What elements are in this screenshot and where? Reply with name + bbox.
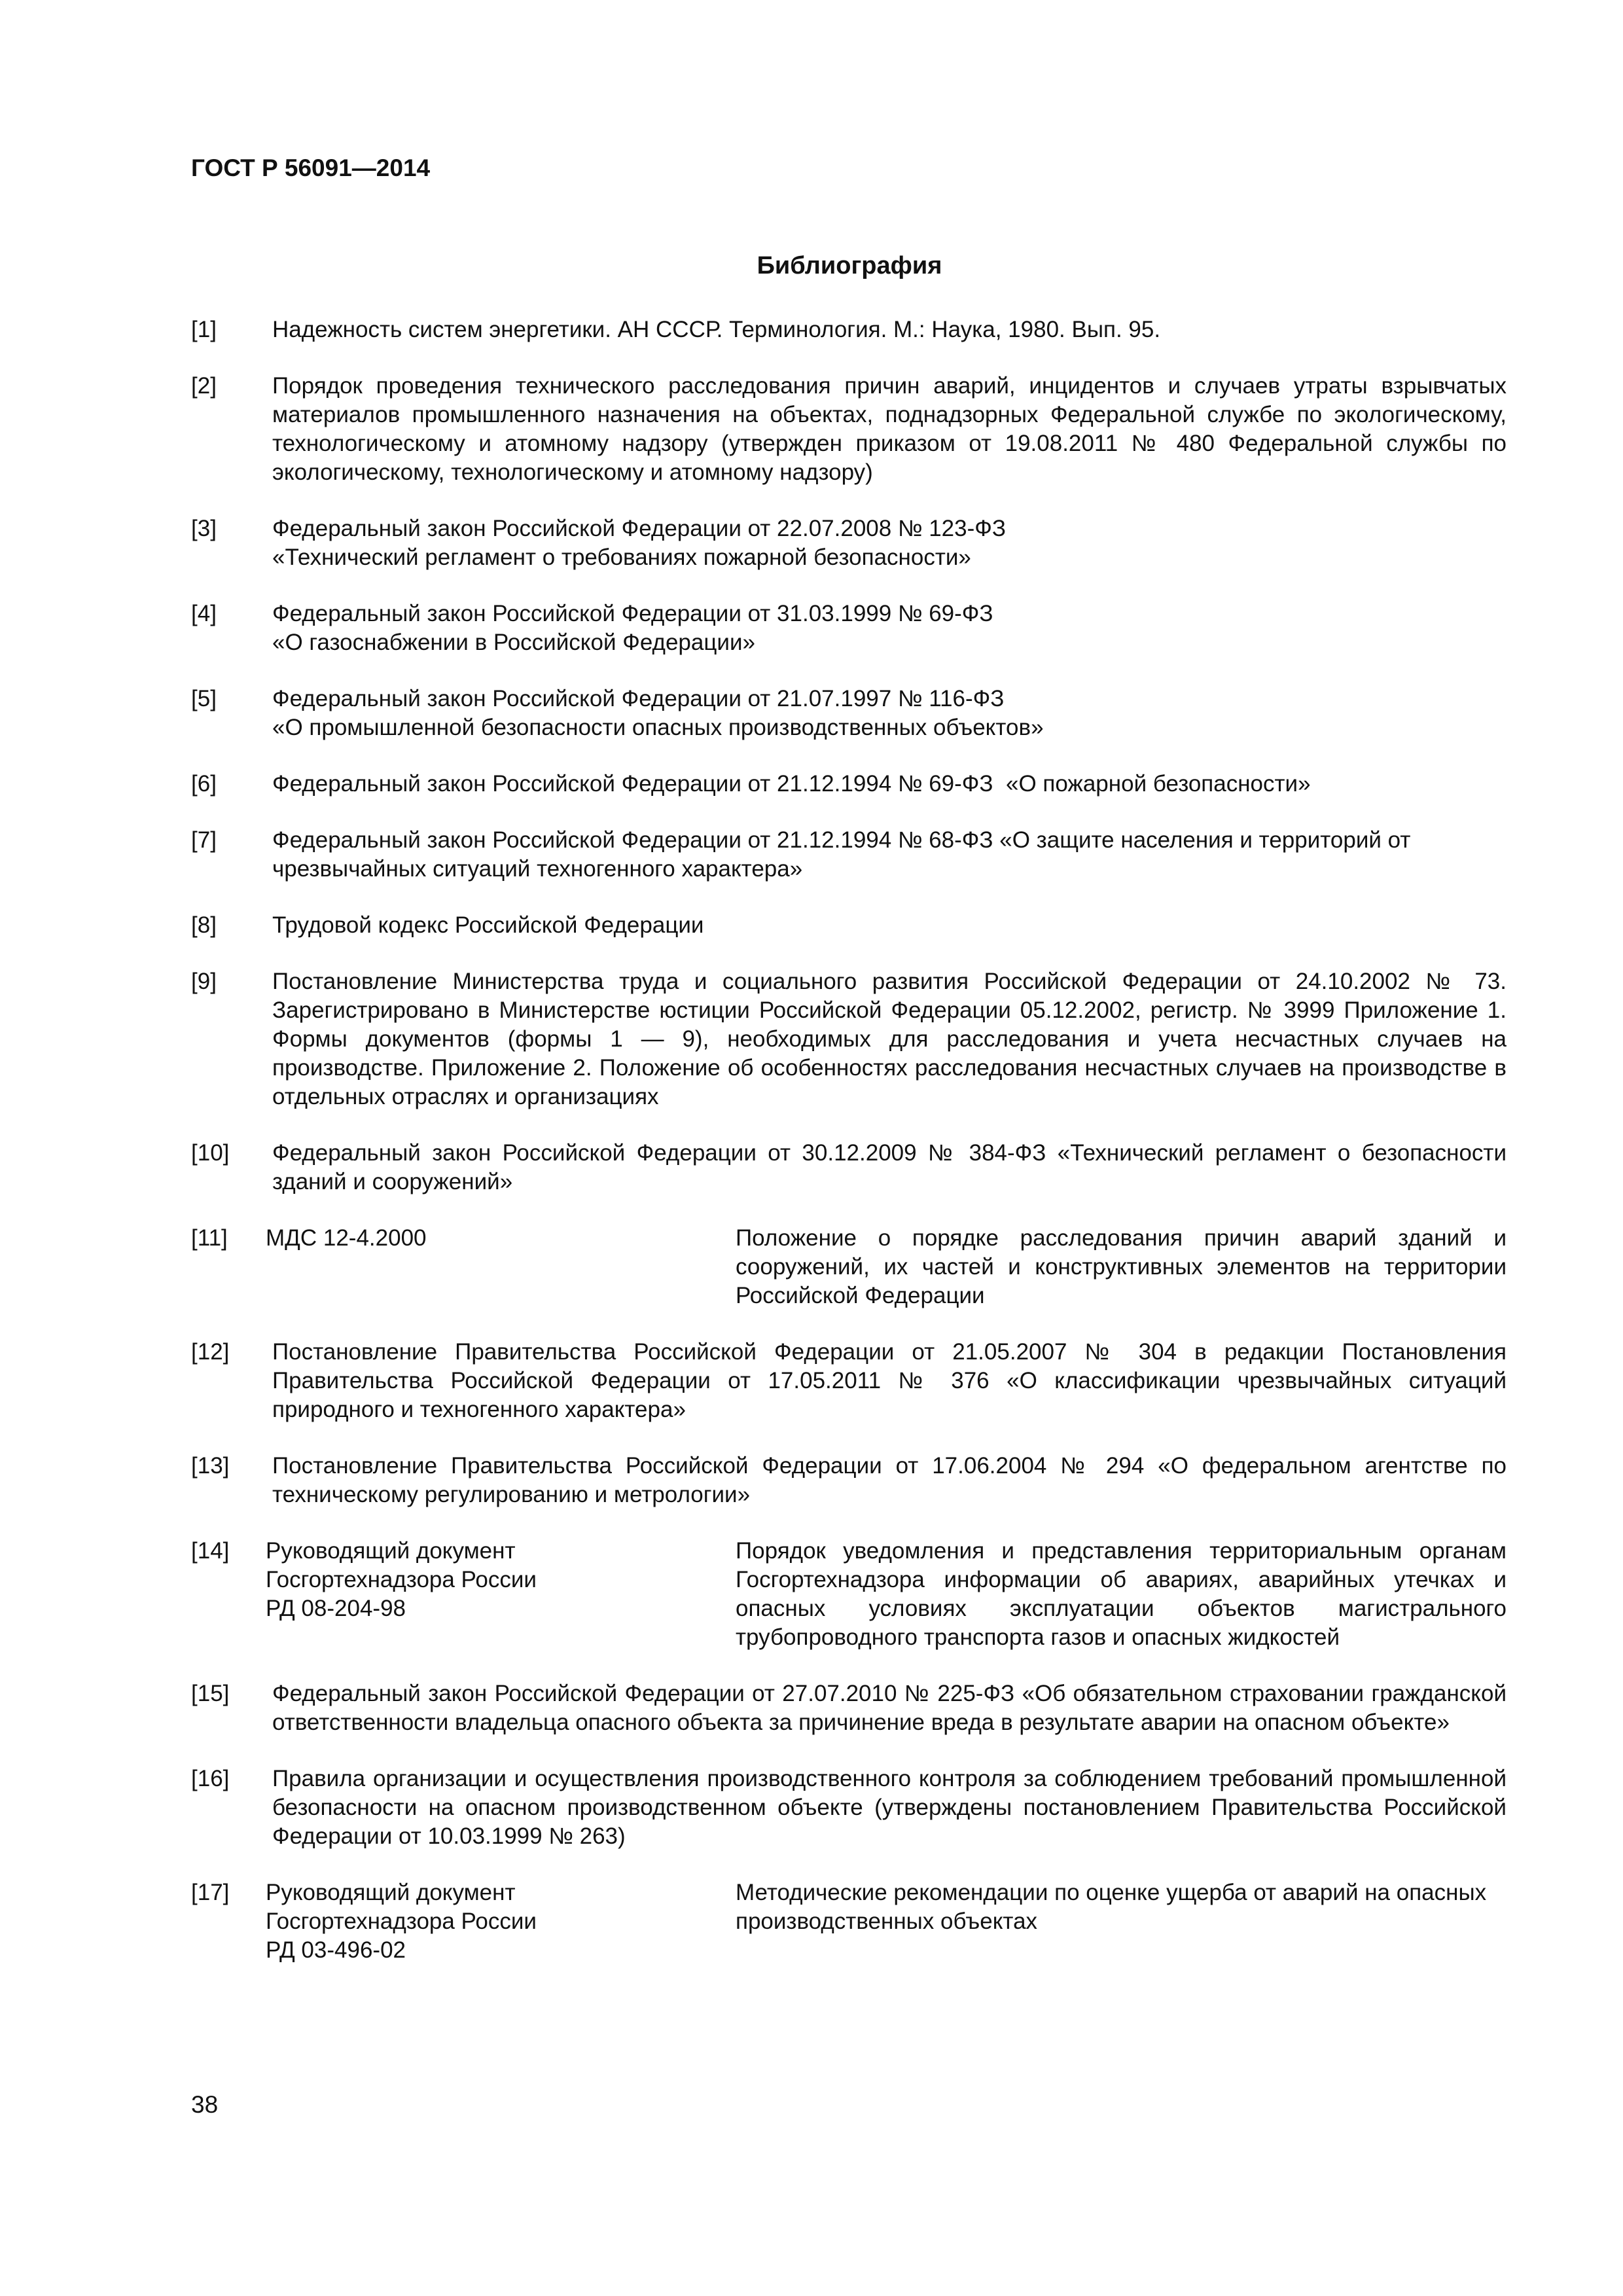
entry-number: [8] (191, 912, 217, 938)
bibliography-entry (191, 1139, 1507, 1196)
bibliography-entry (191, 911, 1507, 940)
bibliography-entry (191, 1679, 1507, 1737)
entry-text-line: «О промышленной безопасности опасных производственных объектов» (272, 715, 1044, 740)
entry-text (272, 685, 1507, 742)
entry-number: [16] (191, 1766, 230, 1791)
entry-code-line: РД 08-204-98 (266, 1596, 406, 1621)
bibliography-entry (191, 1452, 1507, 1509)
entry-text: Методические рекомендации по оценке ущерба от аварий на опасных производственных объектах (736, 1880, 1487, 1934)
entry-text: Федеральный закон Российской Федерации от 21.12.1994 № 69-ФЗ «О пожарной безопасности» (272, 771, 1311, 797)
bibliography-entry (191, 315, 1507, 344)
entry-text: Федеральный закон Российской Федерации от 21.12.1994 № 68-ФЗ «О защите населения и территорий от чрезвычайных ситуаций техногенного характера» (272, 827, 1411, 882)
entry-number: [4] (191, 601, 217, 626)
entry-number: [5] (191, 686, 217, 711)
page-number: 38 (191, 2091, 219, 2118)
entry-number: [1] (191, 317, 217, 342)
entry-text: Федеральный закон Российской Федерации от 27.07.2010 № 225-ФЗ «Об обязательном страховании гражданской ответственности владельца опасного объекта за причинение вреда в результате аварии на опасном объекте» (272, 1681, 1507, 1735)
entry-number: [12] (191, 1339, 230, 1365)
entry-number: [13] (191, 1453, 230, 1479)
bibliography-entry (191, 826, 1507, 884)
document-code: ГОСТ Р 56091—2014 (191, 154, 431, 181)
entry-number: [11] (191, 1225, 228, 1251)
entry-code-line: Госгортехнадзора России (266, 1567, 537, 1592)
entry-text: Порядок проведения технического расследования причин аварий, инцидентов и случаев утраты взрывчатых материалов промышленного назначения на объектах, поднадзорных Федеральной службе по экологическому, технологическому и атомному надзору (утвержден приказом от 19.08.2011 № 480 Федеральной службы по экологическому, технологическому и атомному надзору) (272, 373, 1507, 485)
entry-text-line: Федеральный закон Российской Федерации от 31.03.1999 № 69-ФЗ (272, 601, 993, 626)
entry-text: Надежность систем энергетики. АН СССР. Терминология. М.: Наука, 1980. Вып. 95. (272, 317, 1161, 342)
bibliography-entry (191, 1878, 1507, 1965)
section-title: Библиография (757, 252, 942, 279)
entry-text: Постановление Правительства Российской Федерации от 21.05.2007 № 304 в редакции Постановления Правительства Российской Федерации от 17.05.2011 № 376 «О классификации чрезвычайных ситуаций природного и техногенного характера» (272, 1339, 1507, 1422)
bibliography-entry (191, 1338, 1507, 1424)
entry-text: Трудовой кодекс Российской Федерации (272, 912, 704, 938)
entry-text-line: «О газоснабжении в Российской Федерации» (272, 630, 755, 655)
entry-number: [3] (191, 516, 217, 541)
entry-number: [9] (191, 969, 217, 994)
entry-text-line: Федеральный закон Российской Федерации от 21.07.1997 № 116-ФЗ (272, 686, 1005, 711)
entry-number: [2] (191, 373, 217, 399)
bibliography-entry (191, 600, 1507, 657)
entry-code-line: Госгортехнадзора России (266, 1909, 537, 1934)
entry-text-line: «Технический регламент о требованиях пожарной безопасности» (272, 545, 971, 570)
bibliography-entry (191, 685, 1507, 742)
entry-text: Постановление Правительства Российской Федерации от 17.06.2004 № 294 «О федеральном агентстве по техническому регулированию и метрологии» (272, 1453, 1507, 1507)
bibliography-entry (191, 1537, 1507, 1652)
entry-document-code: МДС 12-4.2000 (266, 1225, 427, 1251)
entry-code-line: Руководящий документ (266, 1880, 516, 1905)
entry-document-code (266, 1537, 736, 1652)
entry-text: Правила организации и осуществления производственного контроля за соблюдением требований промышленной безопасности на опасном производственном объекте (утверждены постановлением Правительства Российской Федерации от 10.03.1999 № 263) (272, 1766, 1507, 1849)
entry-number: [15] (191, 1681, 230, 1706)
entry-text: Федеральный закон Российской Федерации от 30.12.2009 № 384-ФЗ «Технический регламент о безопасности зданий и сооружений» (272, 1140, 1507, 1194)
entry-text-line: Федеральный закон Российской Федерации от 22.07.2008 № 123-ФЗ (272, 516, 1007, 541)
entry-text: Порядок уведомления и представления территориальным органам Госгортехнадзора информации об авариях, аварийных утечках и опасных условиях эксплуатации объектов магистрального трубопроводного транспорта газов и опасных жидкостей (736, 1538, 1507, 1650)
entry-text (272, 514, 1507, 572)
bibliography-entry (191, 770, 1507, 798)
entry-number: [6] (191, 771, 217, 797)
bibliography-entry (191, 514, 1507, 572)
entry-number: [14] (191, 1538, 230, 1564)
entry-text (272, 600, 1507, 657)
entry-document-code (266, 1878, 736, 1965)
entry-text: Постановление Министерства труда и социального развития Российской Федерации от 24.10.2002 № 73. Зарегистрировано в Министерстве юстиции Российской Федерации 05.12.2002, регистр. № 3999 Приложение 1. Формы документов (формы 1 — 9), необходимых для расследования и учета несчастных случаев на производстве. Приложение 2. Положение об особенностях расследования несчастных случаев на производстве в отдельных отраслях и организациях (272, 969, 1507, 1109)
bibliography-list (191, 315, 1507, 1992)
entry-number: [10] (191, 1140, 230, 1166)
entry-code-line: РД 03-496-02 (266, 1937, 406, 1963)
bibliography-entry (191, 1765, 1507, 1851)
entry-number: [17] (191, 1880, 230, 1905)
bibliography-entry (191, 372, 1507, 487)
bibliography-entry (191, 1224, 1507, 1310)
bibliography-entry (191, 967, 1507, 1111)
entry-code-line: Руководящий документ (266, 1538, 516, 1564)
entry-text: Положение о порядке расследования причин аварий зданий и сооружений, их частей и конструктивных элементов на территории Российской Федерации (736, 1225, 1507, 1308)
entry-number: [7] (191, 827, 217, 853)
